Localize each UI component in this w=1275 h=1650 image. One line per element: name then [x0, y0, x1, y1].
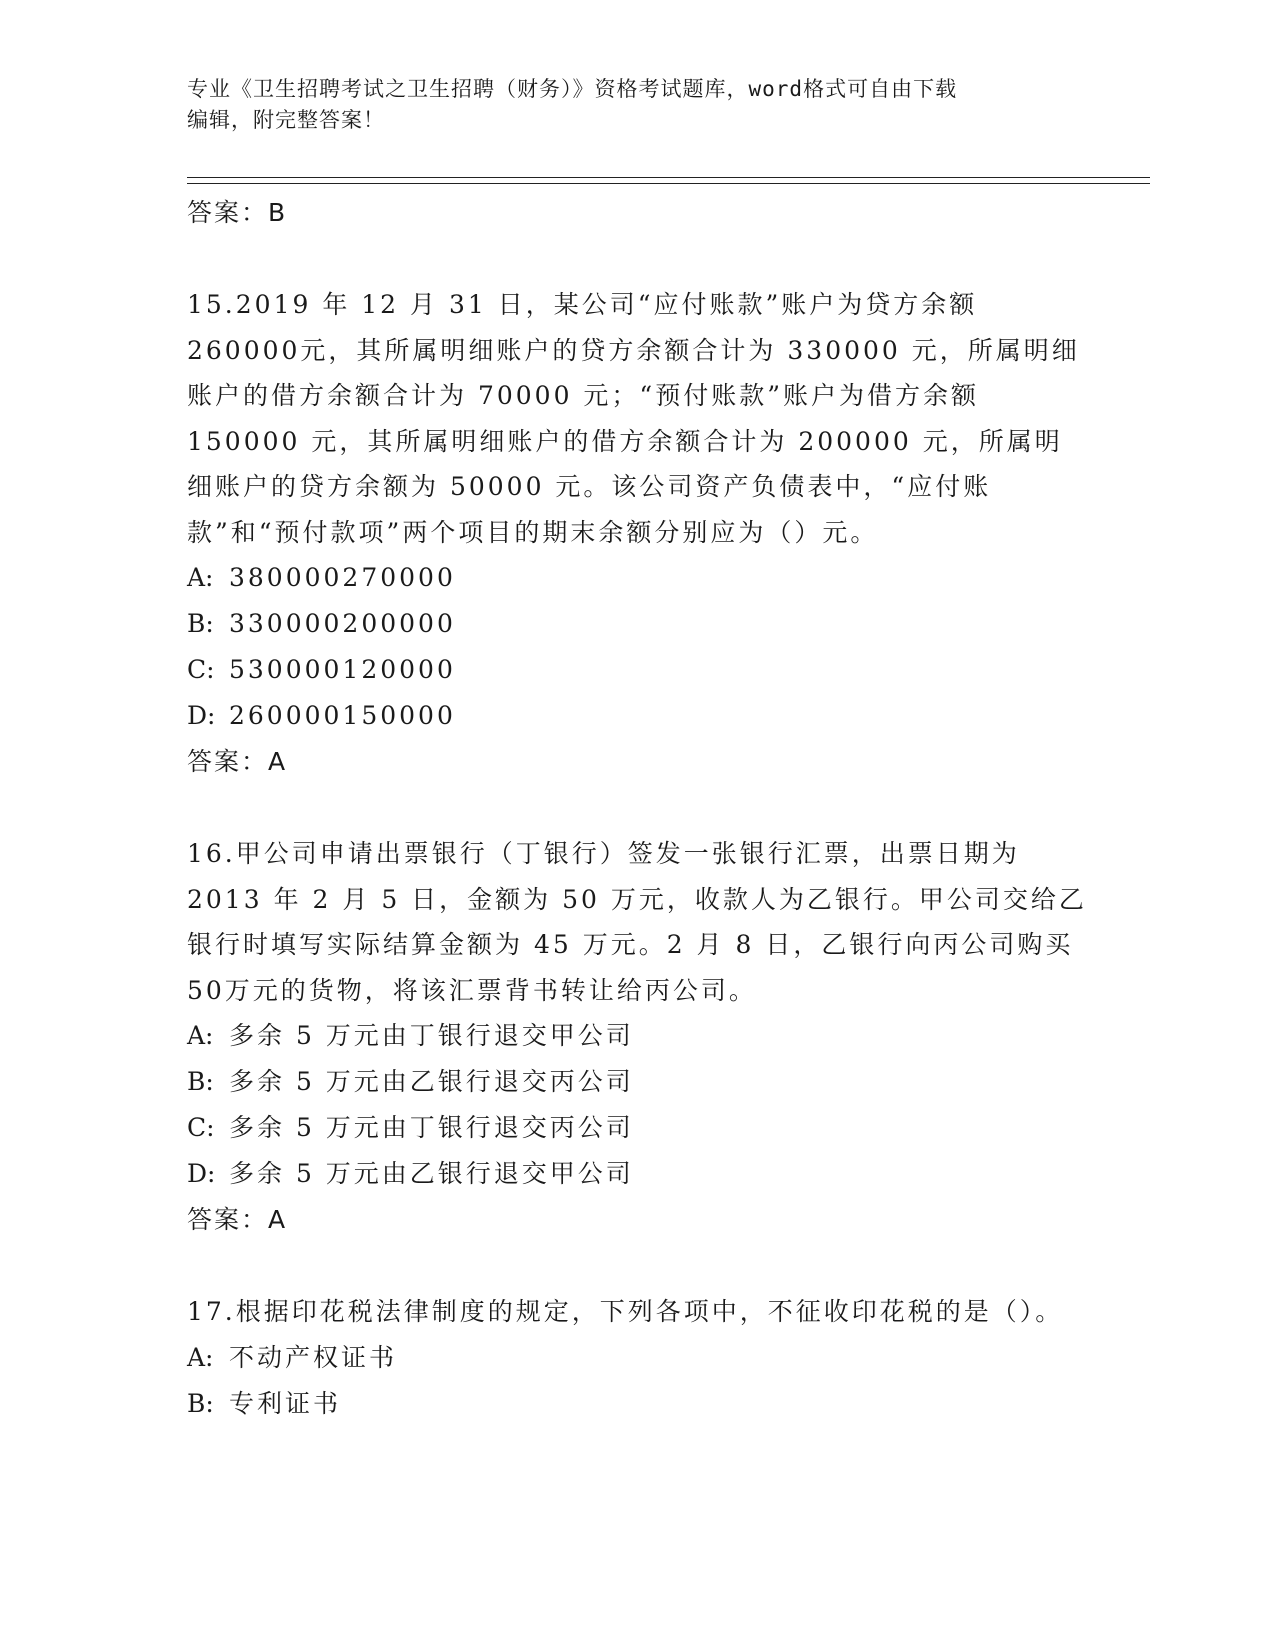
option-text: 多余 5 万元由乙银行退交甲公司 — [229, 1159, 634, 1188]
option-item — [187, 1105, 1087, 1151]
option-label: D: — [187, 1159, 216, 1188]
option-text: 多余 5 万元由丁银行退交丙公司 — [229, 1113, 634, 1142]
option-item — [187, 1013, 1087, 1059]
option-label: A: — [187, 1021, 214, 1050]
option-text: 不动产权证书 — [229, 1342, 398, 1372]
document-header — [187, 74, 1087, 136]
header-rule-top — [187, 177, 1150, 178]
option-item — [187, 1335, 1087, 1381]
option-text: 多余 5 万元由丁银行退交甲公司 — [229, 1021, 634, 1050]
option-text: 多余 5 万元由乙银行退交丙公司 — [229, 1067, 634, 1096]
option-label: A: — [187, 1342, 214, 1372]
answer-line: 答案：A — [187, 747, 288, 776]
option-text: 530000120000 — [229, 655, 456, 684]
option-item — [187, 647, 1087, 693]
option-text: 专利证书 — [229, 1388, 342, 1418]
option-item — [187, 1381, 1087, 1427]
option-text: 260000150000 — [229, 701, 456, 730]
option-item — [187, 601, 1087, 647]
option-text: 330000200000 — [229, 609, 456, 638]
question-item — [187, 831, 1087, 1243]
option-item — [187, 693, 1087, 739]
option-label: B: — [187, 1388, 214, 1418]
question-list — [187, 190, 1087, 1427]
option-label: D: — [187, 701, 216, 730]
option-text: 380000270000 — [229, 563, 456, 592]
option-label: C: — [187, 655, 215, 684]
header-line-1: 专业《卫生招聘考试之卫生招聘（财务）》资格考试题库，word格式可自由下载 — [187, 77, 958, 101]
answer-line: 答案：A — [187, 1205, 288, 1234]
option-item — [187, 1059, 1087, 1105]
question-text: 15.2019 年 12 月 31 日，某公司“应付账款”账户为贷方余额 260000元，其所属明细账户的贷方余额合计为 330000 元，所属明细账户的借方余额合计为 70000 元；“预付账款”账户为借方余额 150000 元，其所属明细账户的借方余额合计为 200000 元，所属明细账户的贷方余额为 50000 元。该公司资产负债表中，“应付账款”和“预付款项”两个项目的期末余额分别应为（）元。 — [187, 290, 1080, 547]
header-line-2: 编辑，附完整答案！ — [187, 108, 385, 132]
option-label: A: — [187, 563, 214, 592]
option-label: C: — [187, 1113, 215, 1142]
option-label: B: — [187, 1067, 214, 1096]
option-item — [187, 1151, 1087, 1197]
question-item — [187, 1289, 1087, 1427]
question-item — [187, 282, 1087, 785]
question-text: 17.根据印花税法律制度的规定，下列各项中，不征收印花税的是（）。 — [187, 1297, 1064, 1326]
question-text: 16.甲公司申请出票银行（丁银行）签发一张银行汇票，出票日期为2013 年 2 月 5 日，金额为 50 万元，收款人为乙银行。甲公司交给乙银行时填写实际结算金额为 45 万元。2 月 8 日，乙银行向丙公司购买 50万元的货物，将该汇票背书转让给丙公司。 — [187, 839, 1087, 1005]
option-item — [187, 555, 1087, 601]
header-rule-bottom — [187, 183, 1150, 184]
answer-line: 答案：B — [187, 198, 288, 227]
option-label: B: — [187, 609, 214, 638]
